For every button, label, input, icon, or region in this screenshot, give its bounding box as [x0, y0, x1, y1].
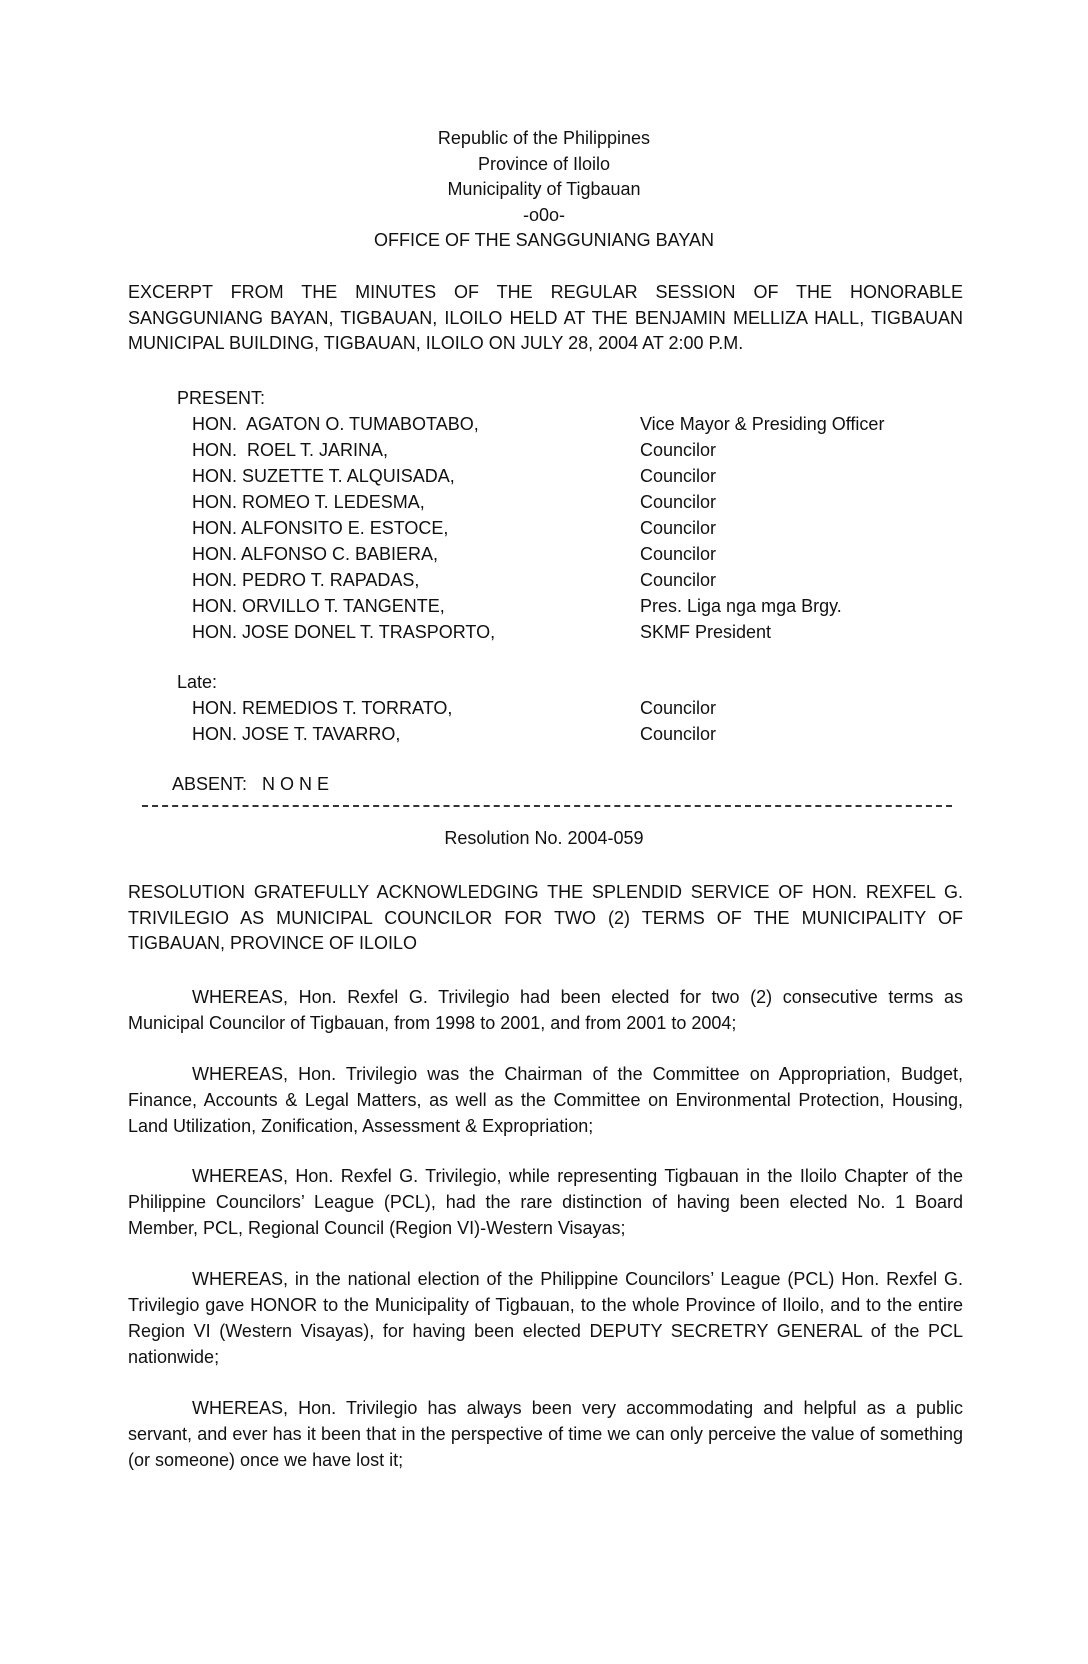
- member-name: HON. ALFONSITO E. ESTOCE,: [192, 518, 449, 538]
- member-title: Pres. Liga nga mga Brgy.: [640, 596, 842, 616]
- whereas-paragraph: WHEREAS, Hon. Rexfel G. Trivilegio had been elected for two (2) consecutive terms as Municipal Councilor of Tigbauan, from 1998 to 2001, and from 2001 to 2004;: [128, 987, 963, 1033]
- excerpt-paragraph: EXCERPT FROM THE MINUTES OF THE REGULAR SESSION OF THE HONORABLE SANGGUNIANG BAYAN, TIGBAUAN, ILOILO HELD AT THE BENJAMIN MELLIZA HALL, TIGBAUAN MUNICIPAL BUILDING, TIGBAUAN, ILOILO ON JULY 28, 2004 AT 2:00 P.M.: [128, 282, 963, 353]
- member-name: HON. JOSE DONEL T. TRASPORTO,: [192, 622, 496, 642]
- member-title: Councilor: [640, 724, 717, 744]
- member-title: Councilor: [640, 544, 717, 564]
- whereas-paragraph: WHEREAS, Hon. Trivilegio was the Chairman of the Committee on Appropriation, Budget, Finance, Accounts & Legal Matters, as well as the Committee on Environmental Protection, Housing, Land Utilization, Zonification, Assessment & Expropriation;: [128, 1064, 963, 1136]
- late-label: Late:: [177, 672, 218, 692]
- member-name: HON. ALFONSO C. BABIERA,: [192, 544, 439, 564]
- member-title: Councilor: [640, 698, 717, 718]
- roster-row: [192, 721, 952, 747]
- office-line: OFFICE OF THE SANGGUNIANG BAYAN: [373, 230, 715, 250]
- member-name: HON. JOSE T. TAVARRO,: [192, 724, 401, 744]
- resolution-title: RESOLUTION GRATEFULLY ACKNOWLEDGING THE SPLENDID SERVICE OF HON. REXFEL G. TRIVILEGIO AS MUNICIPAL COUNCILOR FOR TWO (2) TERMS OF THE MUNICIPALITY OF TIGBAUAN, PROVINCE OF ILOILO: [128, 882, 963, 953]
- roster-row: [192, 541, 952, 567]
- whereas-paragraph: WHEREAS, Hon. Rexfel G. Trivilegio, while representing Tigbauan in the Iloilo Chapter of the Philippine Councilors’ League (PCL), had the rare distinction of having been elected No. 1 Board Member, PCL, Regional Council (Region VI)-Western Visayas;: [128, 1166, 963, 1238]
- province-line: Province of Iloilo: [477, 153, 611, 174]
- letterhead: [0, 126, 1088, 254]
- present-label: PRESENT:: [177, 388, 266, 408]
- roster-row: [192, 593, 952, 619]
- member-title: SKMF President: [640, 622, 772, 642]
- member-title: Councilor: [640, 440, 717, 460]
- member-name: HON. AGATON O. TUMABOTABO,: [192, 414, 479, 434]
- roster-row: [192, 489, 952, 515]
- municipality-line: Municipality of Tigbauan: [447, 179, 641, 199]
- roster-row: [192, 695, 952, 721]
- roster-row: [192, 411, 952, 437]
- country-line: Republic of the Philippines: [437, 128, 651, 148]
- whereas-paragraph: WHEREAS, Hon. Trivilegio has always been very accommodating and helpful as a public servant, and ever has it been that in the perspective of time we can only perceive the value of something (or someone) once we have lost it;: [128, 1398, 963, 1470]
- roster-row: [192, 619, 952, 645]
- present-roster: [192, 411, 952, 645]
- section-divider: [142, 805, 952, 807]
- resolution-number: Resolution No. 2004-059: [444, 828, 644, 848]
- roster-row: [192, 463, 952, 489]
- member-name: HON. SUZETTE T. ALQUISADA,: [192, 466, 455, 486]
- member-title: Councilor: [640, 518, 717, 538]
- member-name: HON. ROEL T. JARINA,: [192, 440, 389, 460]
- member-title: Vice Mayor & Presiding Officer: [640, 414, 885, 434]
- member-name: HON. PEDRO T. RAPADAS,: [192, 570, 420, 590]
- ornament-line: -o0o-: [522, 204, 566, 225]
- roster-row: [192, 515, 952, 541]
- whereas-paragraph: WHEREAS, in the national election of the Philippine Councilors’ League (PCL) Hon. Rexfel G. Trivilegio gave HONOR to the Municipality of Tigbauan, to the whole Province of Iloilo, and to the entire Region VI (Western Visayas), for having been elected DEPUTY SECRETRY GENERAL of the PCL nationwide;: [128, 1269, 963, 1367]
- roster-row: [192, 567, 952, 593]
- member-title: Councilor: [640, 570, 717, 590]
- member-name: HON. ROMEO T. LEDESMA,: [192, 492, 425, 512]
- member-title: Councilor: [640, 466, 717, 486]
- absent-line: ABSENT: N O N E: [172, 774, 330, 794]
- late-roster: [192, 695, 952, 747]
- member-title: Councilor: [640, 492, 717, 512]
- member-name: HON. REMEDIOS T. TORRATO,: [192, 698, 453, 718]
- member-name: HON. ORVILLO T. TANGENTE,: [192, 596, 445, 616]
- roster-row: [192, 437, 952, 463]
